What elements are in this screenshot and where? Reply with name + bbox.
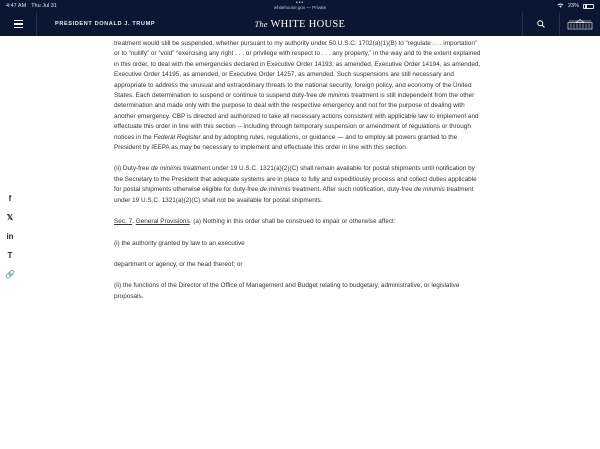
menu-button[interactable]	[0, 12, 36, 36]
paragraph-item-i-continued: department or agency, or the head thereof; or	[114, 260, 243, 268]
text-run-italic: Federal Register	[153, 133, 201, 141]
hamburger-icon	[14, 20, 23, 21]
paragraph-item-ii: (ii) the functions of the Director of the Office of Management and Budget relating to budgetary, administrative, or legislative proposals.	[114, 282, 460, 300]
article-body	[114, 39, 484, 302]
link-icon[interactable]: 🔗	[5, 270, 15, 279]
site-header	[0, 12, 600, 36]
text-run: treatment under 19 U.S.C. 1321(a)(2)(C) shall not be available for postal shipments.	[114, 186, 474, 204]
site-title-prefix: The	[254, 19, 268, 29]
text-run: treatment is still independent from the other determination and made only with the purpose to deal with the respective emergency and not for the purpose of dealing with another emergency. CBP is directed and authorized to take all necessary actions consistent with applicable law to implement and effectuate this order in line with this section -- including through temporary suspension or amendment of regulations or through notices in the	[114, 92, 479, 141]
hamburger-icon-bar	[14, 27, 23, 28]
facebook-icon[interactable]: f	[8, 194, 12, 203]
nav-right	[522, 12, 600, 36]
multitask-dots[interactable]: •••	[295, 0, 305, 6]
section-number: Sec. 7	[114, 218, 133, 226]
x-icon[interactable]: 𝕏	[6, 213, 14, 222]
battery-percent: 23%	[567, 3, 579, 9]
nav-divider	[36, 12, 37, 36]
status-left	[6, 3, 57, 9]
share-rail	[3, 193, 17, 280]
paragraph-postal-shipments	[114, 164, 484, 206]
text-run: (ii) Duty-free	[114, 165, 151, 173]
white-house-building-icon	[567, 18, 593, 30]
text-run: and by adopting rules, regulations, or guidance — and to employ all powers granted to the President by IEEPA as may be necessary to implement and effectuate this order in line with this section.	[114, 133, 458, 152]
site-title-main: WHITE HOUSE	[270, 18, 346, 30]
site-logo-link[interactable]	[255, 19, 345, 30]
search-button[interactable]	[523, 12, 559, 36]
text-run-italic: de minimis	[318, 92, 350, 100]
text-run: .	[132, 218, 136, 226]
text-run-italic: de minimis	[260, 186, 291, 194]
section-heading: General Provisions	[135, 218, 190, 226]
address-bar[interactable]	[274, 1, 326, 11]
battery-icon	[583, 4, 594, 9]
text-run: . (a) Nothing in this order shall be construed to impair or otherwise affect:	[189, 218, 396, 226]
text-run: treatment would still be suspended, whether pursuant to my authority under 50 U.S.C. 1702(a)(1)(B) to “regulate . . . importation” or to “nullify” or “void” “exercising any right . . . or privilege with respect to . . . any property,” in the way and to the extent explained in this order, to deal with the emergencies declared in Executive Order 14193, as amended, Executive Order 14194, as amended, Executive Order 14195, as amended, or Executive Order 14257, as amended. Such suspensions are still necessary and appropriate to address the unusual and extraordinary threats to the national security, foreign policy, and economy of the United States. Each determination to suspend or continue to suspend duty-free	[114, 40, 481, 100]
search-icon	[537, 20, 545, 28]
president-link[interactable]: PRESIDENT DONALD J. TRUMP	[55, 21, 156, 27]
url-text[interactable]: whitehouse.gov — Private	[273, 5, 327, 10]
text-run-italic: de minimis	[414, 186, 445, 194]
status-right	[557, 3, 594, 10]
status-date: Thu Jul 31	[31, 3, 57, 9]
text-run-italic: de minimis	[150, 165, 182, 173]
text-run: treatment. After such notification, duty-free	[290, 186, 415, 194]
hamburger-icon-bar	[14, 23, 23, 24]
paragraph-suspension	[114, 39, 484, 153]
text-size-icon[interactable]: T	[7, 251, 13, 260]
status-time: 4:47 AM	[6, 3, 27, 9]
white-house-logo[interactable]	[560, 12, 600, 36]
wifi-icon	[557, 3, 564, 10]
paragraph-general-provisions	[114, 217, 484, 227]
paragraph-item-i: (i) the authority granted by law to an executive	[114, 239, 245, 247]
linkedin-icon[interactable]: in	[6, 232, 14, 241]
text-run: treatment under 19 U.S.C. 1321(a)(2)(C) shall remain available for postal shipments until notification by the Secretary to the President that adequate systems are in place to fully and expeditiously process and collect duties applicable for postal shipments otherwise eligible for duty-free	[114, 165, 477, 194]
ios-status-bar	[0, 0, 600, 12]
